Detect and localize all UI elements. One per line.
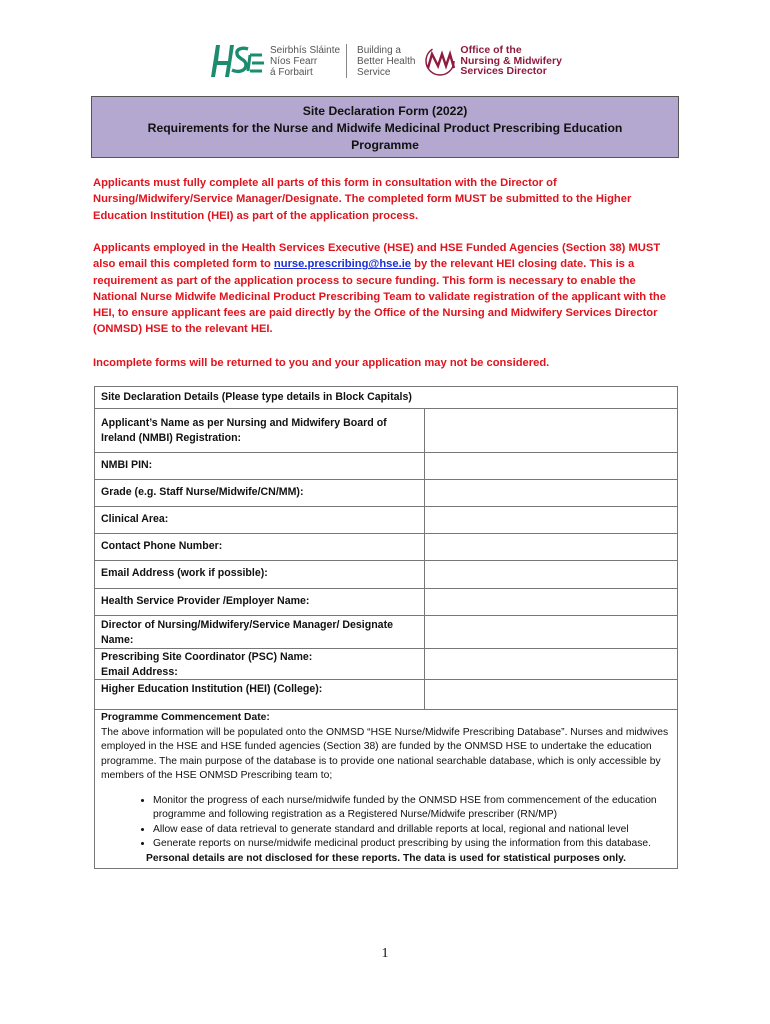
- field-input-director[interactable]: [425, 616, 678, 649]
- instruction-paragraph-3: Incomplete forms will be returned to you and your application may not be considered.: [93, 357, 550, 369]
- form-subtitle: Requirements for the Nurse and Midwife Medicinal Product Prescribing Education Programme: [147, 121, 623, 152]
- page-number: 1: [381, 946, 389, 961]
- onmsd-logo: [423, 44, 457, 78]
- field-input-hei[interactable]: [425, 680, 678, 710]
- field-input-applicant-name[interactable]: [425, 409, 678, 453]
- field-label-email: Email Address (work if possible):: [95, 561, 425, 589]
- field-input-psc[interactable]: [425, 649, 678, 680]
- instruction-paragraph-1: Applicants must fully complete all parts of this form in consultation with the Director of Nursing/Midwifery/Service Manager/Designate. The completed form MUST be submitted to the Higher Education Institution (HEI) as part of the application process.: [93, 177, 632, 222]
- database-purpose-list: [101, 794, 671, 852]
- field-label-employer: Health Service Provider /Employer Name:: [95, 589, 425, 616]
- email-link[interactable]: nurse.prescribing@hse.ie: [273, 258, 412, 271]
- hse-english-text: Building a Better Health Service: [357, 44, 416, 78]
- field-label-hei: Higher Education Institution (HEI) (College):: [95, 680, 425, 710]
- onmsd-text: Office of the Nursing & Midwifery Services Director: [460, 44, 562, 78]
- field-label-director: Director of Nursing/Midwifery/Service Manager/ Designate Name:: [95, 616, 425, 649]
- field-input-employer[interactable]: [425, 589, 678, 616]
- site-declaration-table: [94, 386, 678, 869]
- field-label-nmbi-pin: NMBI PIN:: [95, 453, 425, 480]
- logo-divider: [346, 44, 347, 78]
- section-header: Site Declaration Details (Please type details in Block Capitals): [95, 387, 678, 409]
- field-input-grade[interactable]: [425, 480, 678, 507]
- field-input-clinical-area[interactable]: [425, 507, 678, 534]
- database-intro: The above information will be populated onto the ONMSD “HSE Nurse/Midwife Prescribing Database”. Nurses and midwives employed in the HSE and HSE funded agencies (Section 38) are funded by the ONMSD HSE to undertake the education programme. The main purpose of the database is to provide one national searchable database, which is only accessible by members of the HSE ONMSD Prescribing team to;: [101, 726, 669, 781]
- field-input-phone[interactable]: [425, 534, 678, 561]
- database-info: [95, 710, 678, 869]
- form-title: Site Declaration Form (2022): [302, 104, 468, 118]
- onmsd-logo-group: [423, 44, 562, 78]
- list-item: • Generate reports on nurse/midwife medicinal product prescribing by using the information from this database.: [153, 837, 671, 852]
- field-label-commencement: Programme Commencement Date:: [101, 712, 270, 723]
- form-title-box: [91, 96, 679, 158]
- field-input-nmbi-pin[interactable]: [425, 453, 678, 480]
- instruction-paragraph-2: Applicants employed in the Health Services Executive (HSE) and HSE Funded Agencies (Section 38) MUST also email this completed form to nurse.prescribing@hse.ie by the relevant HEI closing date. This is a requirement as part of the application process to secure funding. This form is necessary to enable the National Nurse Midwife Medicinal Product Prescribing Team to validate registration of the applicant with the HEI, to ensure applicant fees are paid directly by the Office of the Nursing and Midwifery Services Director (ONMSD) HSE to the relevant HEI.: [93, 242, 666, 336]
- hse-logo: [210, 41, 266, 81]
- privacy-footnote: Personal details are not disclosed for these reports. The data is used for statistical purposes only.: [146, 852, 626, 864]
- field-label-grade: Grade (e.g. Staff Nurse/Midwife/CN/MM):: [95, 480, 425, 507]
- field-label-clinical-area: Clinical Area:: [95, 507, 425, 534]
- field-label-phone: Contact Phone Number:: [95, 534, 425, 561]
- list-item: • Allow ease of data retrieval to generate standard and drillable reports at local, regional and national level: [153, 823, 671, 838]
- list-item: • Monitor the progress of each nurse/midwife funded by the ONMSD HSE from commencement of the education programme and following registration as a Registered Nurse/Midwife prescriber (RN/MP): [153, 794, 671, 823]
- field-input-email[interactable]: [425, 561, 678, 589]
- header-logos: [210, 40, 562, 82]
- hse-irish-text: Seirbhís Sláinte Níos Fearr á Forbairt: [270, 44, 341, 78]
- field-label-applicant-name: Applicant’s Name as per Nursing and Midwifery Board of Ireland (NMBI) Registration:: [95, 409, 425, 453]
- field-label-psc: Prescribing Site Coordinator (PSC) Name: Email Address:: [95, 649, 425, 680]
